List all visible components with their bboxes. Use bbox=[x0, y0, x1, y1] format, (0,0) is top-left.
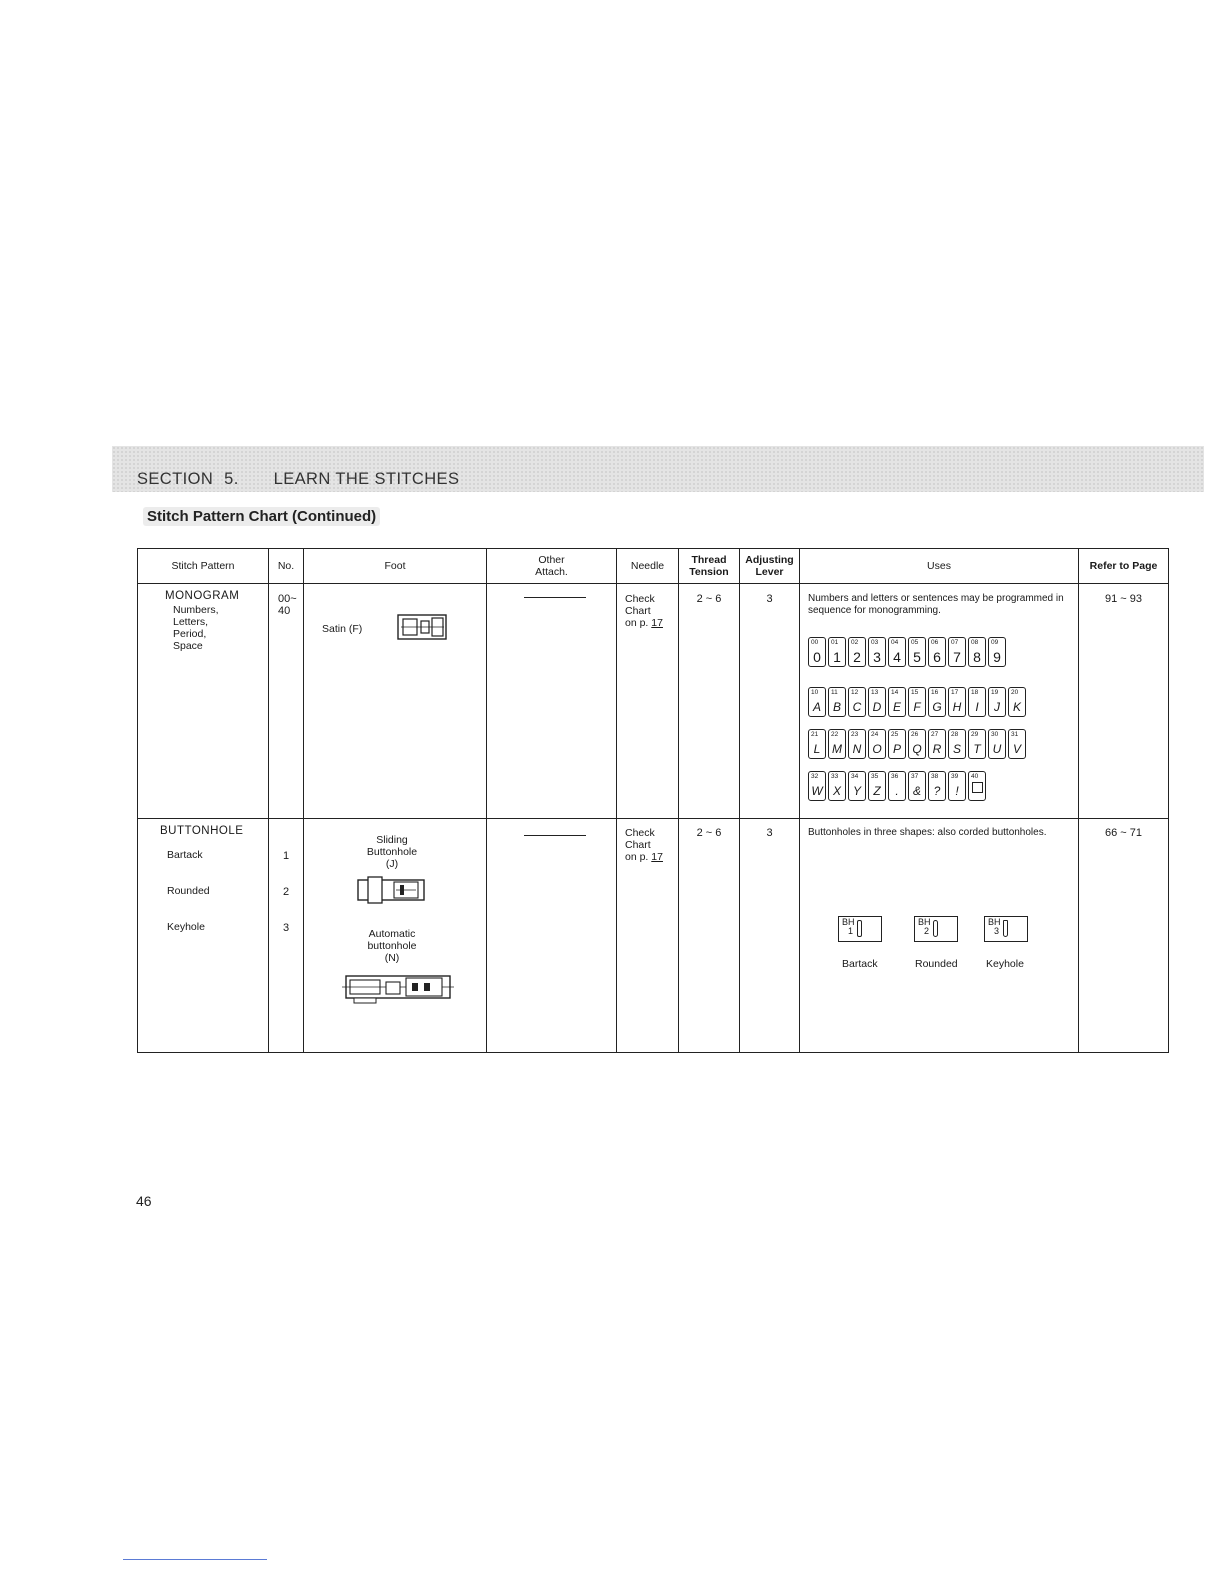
monogram-key-char: X bbox=[832, 784, 841, 798]
needle-text: Check bbox=[625, 827, 655, 839]
monogram-key bbox=[808, 729, 826, 759]
monogram-key bbox=[888, 637, 906, 667]
monogram-key-number: 10 bbox=[811, 689, 819, 696]
monogram-key-number: 37 bbox=[911, 773, 919, 780]
section-title: LEARN THE STITCHES bbox=[273, 470, 460, 488]
monogram-key-number: 36 bbox=[891, 773, 899, 780]
monogram-key bbox=[868, 771, 886, 801]
adjusting-lever-value: 3 bbox=[766, 827, 773, 839]
monogram-key-number: 17 bbox=[951, 689, 959, 696]
monogram-key bbox=[988, 687, 1006, 717]
monogram-key bbox=[968, 729, 986, 759]
bh-number: 3 bbox=[994, 926, 1000, 936]
monogram-key bbox=[808, 687, 826, 717]
monogram-key-number: 39 bbox=[951, 773, 959, 780]
monogram-key-number: 33 bbox=[831, 773, 839, 780]
monogram-key-char: 7 bbox=[953, 649, 961, 665]
bh-label: BH bbox=[988, 917, 1001, 927]
monogram-key-char: 6 bbox=[933, 649, 941, 665]
monogram-title: MONOGRAM bbox=[165, 590, 240, 602]
monogram-key bbox=[988, 637, 1006, 667]
key-row-digits bbox=[808, 637, 1008, 667]
bh-caption: Rounded bbox=[915, 958, 958, 970]
monogram-key bbox=[848, 687, 866, 717]
monogram-key-char: H bbox=[952, 700, 962, 714]
bh-button-1 bbox=[838, 916, 882, 942]
buttonhole-type: Rounded bbox=[167, 885, 210, 897]
monogram-key-number: 16 bbox=[931, 689, 939, 696]
monogram-key bbox=[868, 687, 886, 717]
monogram-key bbox=[928, 729, 946, 759]
monogram-key-number: 14 bbox=[891, 689, 899, 696]
monogram-key bbox=[928, 771, 946, 801]
monogram-key bbox=[968, 687, 986, 717]
col-thread-tension: Thread Tension bbox=[679, 549, 740, 584]
page-number: 46 bbox=[136, 1193, 152, 1209]
monogram-key-char: A bbox=[812, 700, 821, 714]
monogram-key-number: 02 bbox=[851, 639, 859, 646]
monogram-key-number: 08 bbox=[971, 639, 979, 646]
key-row-letters-w-space bbox=[808, 771, 988, 801]
monogram-key-number: 30 bbox=[991, 731, 999, 738]
monogram-key-char: 1 bbox=[833, 649, 841, 665]
table-row-monogram bbox=[138, 584, 1169, 819]
monogram-key-number: 06 bbox=[931, 639, 939, 646]
monogram-key-number: 35 bbox=[871, 773, 879, 780]
monogram-key bbox=[908, 729, 926, 759]
sliding-foot-label: Sliding bbox=[376, 834, 408, 846]
monogram-key-char: 5 bbox=[913, 649, 921, 665]
stitch-pattern-table bbox=[137, 548, 1169, 1053]
monogram-key bbox=[888, 771, 906, 801]
monogram-key-char: M bbox=[832, 742, 842, 756]
monogram-key bbox=[868, 637, 886, 667]
monogram-key bbox=[908, 687, 926, 717]
thread-tension-value: 2 ~ 6 bbox=[696, 593, 722, 605]
monogram-key-char: 8 bbox=[973, 649, 981, 665]
monogram-key-char: V bbox=[1012, 742, 1021, 756]
sliding-foot-label: (J) bbox=[385, 858, 399, 870]
monogram-key-number: 21 bbox=[811, 731, 819, 738]
monogram-key-number: 03 bbox=[871, 639, 879, 646]
bh-button-2 bbox=[914, 916, 958, 942]
other-attach-none bbox=[524, 597, 586, 598]
section-heading bbox=[137, 470, 459, 489]
bh-button-3 bbox=[984, 916, 1028, 942]
monogram-key bbox=[968, 771, 986, 801]
section-label: SECTION bbox=[137, 470, 214, 488]
buttonhole-no: 3 bbox=[283, 922, 290, 934]
monogram-key-number: 18 bbox=[971, 689, 979, 696]
satin-foot-label: Satin (F) bbox=[322, 623, 363, 635]
needle-text: Check bbox=[625, 593, 655, 605]
automatic-foot-label: Automatic bbox=[368, 928, 416, 940]
monogram-key-char: D bbox=[872, 700, 882, 714]
buttonhole-type: Bartack bbox=[167, 849, 203, 861]
monogram-key bbox=[948, 687, 966, 717]
monogram-key-char: F bbox=[913, 700, 921, 714]
buttonhole-title: BUTTONHOLE bbox=[160, 825, 244, 837]
col-other-attach: Other Attach. bbox=[487, 549, 617, 584]
monogram-no: 40 bbox=[278, 605, 291, 617]
monogram-key bbox=[828, 637, 846, 667]
monogram-key bbox=[908, 637, 926, 667]
monogram-sub: Letters, bbox=[173, 616, 209, 628]
thread-tension-value: 2 ~ 6 bbox=[696, 827, 722, 839]
monogram-key-char: W bbox=[811, 784, 823, 798]
needle-text: Chart bbox=[625, 839, 651, 851]
monogram-key-number: 04 bbox=[891, 639, 899, 646]
bh-number: 2 bbox=[924, 926, 930, 936]
monogram-key-char: & bbox=[912, 784, 921, 798]
automatic-foot-label: buttonhole bbox=[367, 940, 417, 952]
monogram-key-char: 3 bbox=[873, 649, 881, 665]
monogram-refer-page: 91 ~ 93 bbox=[1104, 593, 1142, 605]
buttonhole-uses: Buttonholes in three shapes: also corded buttonholes. bbox=[808, 827, 1047, 838]
needle-text: Chart bbox=[625, 605, 651, 617]
sliding-buttonhole-foot-icon bbox=[356, 875, 428, 905]
monogram-key bbox=[988, 729, 1006, 759]
table-row-buttonhole bbox=[138, 819, 1169, 1053]
bh-label: BH bbox=[918, 917, 931, 927]
monogram-sub: Space bbox=[173, 640, 203, 652]
col-foot: Foot bbox=[304, 549, 487, 584]
monogram-key-number: 38 bbox=[931, 773, 939, 780]
needle-page-prefix: on p. bbox=[625, 851, 649, 863]
col-no: No. bbox=[269, 549, 304, 584]
monogram-key bbox=[808, 771, 826, 801]
monogram-key-number: 28 bbox=[951, 731, 959, 738]
monogram-key-number: 19 bbox=[991, 689, 999, 696]
bartack-buttonhole-icon bbox=[857, 920, 862, 937]
monogram-uses: Numbers and letters or sentences may be programmed in sequence for monogramming. bbox=[808, 593, 1064, 616]
monogram-key bbox=[948, 637, 966, 667]
monogram-key-number: 07 bbox=[951, 639, 959, 646]
monogram-key-number: 12 bbox=[851, 689, 859, 696]
monogram-key bbox=[848, 729, 866, 759]
chart-title: Stitch Pattern Chart (Continued) bbox=[143, 507, 380, 526]
keyhole-buttonhole-icon bbox=[1003, 920, 1008, 937]
monogram-key-number: 26 bbox=[911, 731, 919, 738]
bh-number: 1 bbox=[848, 926, 854, 936]
monogram-key-char: 2 bbox=[853, 649, 861, 665]
sliding-foot-label: Buttonhole bbox=[366, 846, 418, 858]
adjusting-lever-value: 3 bbox=[766, 593, 773, 605]
key-row-letters-l-v bbox=[808, 729, 1028, 759]
monogram-key-char: . bbox=[895, 784, 899, 798]
space-box-icon bbox=[972, 782, 983, 793]
monogram-key-number: 25 bbox=[891, 731, 899, 738]
monogram-key-char: O bbox=[872, 742, 882, 756]
monogram-key-number: 22 bbox=[831, 731, 839, 738]
monogram-key-number: 32 bbox=[811, 773, 819, 780]
footer-rule bbox=[123, 1559, 267, 1560]
monogram-no: 00~ bbox=[278, 593, 297, 605]
monogram-key-char: Y bbox=[852, 784, 861, 798]
needle-page-link: 17 bbox=[651, 851, 663, 863]
monogram-key bbox=[828, 687, 846, 717]
monogram-key-char: Z bbox=[873, 784, 881, 798]
monogram-key-number: 20 bbox=[1011, 689, 1019, 696]
monogram-key-char: B bbox=[832, 700, 841, 714]
monogram-key bbox=[868, 729, 886, 759]
monogram-key-number: 11 bbox=[831, 689, 838, 696]
monogram-key-number: 09 bbox=[991, 639, 999, 646]
monogram-key-char: E bbox=[892, 700, 901, 714]
monogram-key bbox=[888, 729, 906, 759]
monogram-key-number: 24 bbox=[871, 731, 879, 738]
automatic-foot-label: (N) bbox=[384, 952, 400, 964]
monogram-key bbox=[908, 771, 926, 801]
bh-caption: Keyhole bbox=[986, 958, 1024, 970]
col-uses: Uses bbox=[800, 549, 1079, 584]
monogram-key-char: N bbox=[852, 742, 862, 756]
col-needle: Needle bbox=[617, 549, 679, 584]
satin-foot-icon bbox=[397, 614, 449, 642]
monogram-key-number: 00 bbox=[811, 639, 819, 646]
buttonhole-no: 1 bbox=[283, 850, 290, 862]
section-number: 5. bbox=[224, 470, 239, 488]
monogram-key bbox=[1008, 687, 1026, 717]
monogram-key-char: 9 bbox=[993, 649, 1001, 665]
monogram-key bbox=[848, 771, 866, 801]
monogram-key-number: 31 bbox=[1011, 731, 1019, 738]
monogram-key-number: 40 bbox=[971, 773, 979, 780]
monogram-key bbox=[968, 637, 986, 667]
monogram-key bbox=[948, 771, 966, 801]
automatic-buttonhole-foot-icon bbox=[340, 971, 456, 1005]
monogram-sub: Numbers, bbox=[173, 604, 219, 616]
needle-page-link: 17 bbox=[651, 617, 663, 629]
monogram-key-char: G bbox=[932, 700, 942, 714]
monogram-key bbox=[888, 687, 906, 717]
monogram-key-char: T bbox=[973, 742, 981, 756]
monogram-key-char: ? bbox=[933, 784, 941, 798]
bh-label: BH bbox=[842, 917, 855, 927]
monogram-key-number: 23 bbox=[851, 731, 859, 738]
col-stitch-pattern: Stitch Pattern bbox=[138, 549, 269, 584]
monogram-key-char: S bbox=[952, 742, 961, 756]
monogram-key-char: K bbox=[1012, 700, 1021, 714]
buttonhole-type: Keyhole bbox=[167, 921, 205, 933]
buttonhole-no: 2 bbox=[283, 886, 290, 898]
monogram-key bbox=[828, 729, 846, 759]
needle-text bbox=[625, 617, 663, 629]
key-row-letters-a-k bbox=[808, 687, 1028, 717]
monogram-key-number: 15 bbox=[911, 689, 919, 696]
monogram-key-number: 34 bbox=[851, 773, 859, 780]
monogram-key-char: J bbox=[994, 700, 1000, 714]
col-adjusting-lever: Adjusting Lever bbox=[740, 549, 800, 584]
monogram-key bbox=[828, 771, 846, 801]
monogram-sub: Period, bbox=[173, 628, 207, 640]
monogram-key-number: 05 bbox=[911, 639, 919, 646]
monogram-key bbox=[808, 637, 826, 667]
monogram-key-char: 0 bbox=[813, 649, 821, 665]
monogram-key-char bbox=[969, 782, 985, 799]
rounded-buttonhole-icon bbox=[933, 920, 938, 937]
monogram-key-number: 27 bbox=[931, 731, 939, 738]
monogram-key-char: I bbox=[975, 700, 979, 714]
table-header-row bbox=[138, 549, 1169, 584]
monogram-key bbox=[948, 729, 966, 759]
monogram-key-char: L bbox=[813, 742, 821, 756]
monogram-key-char: C bbox=[852, 700, 862, 714]
monogram-key-number: 01 bbox=[831, 639, 839, 646]
monogram-key-char: P bbox=[892, 742, 901, 756]
bh-caption: Bartack bbox=[842, 958, 878, 970]
monogram-key-char: 4 bbox=[893, 649, 901, 665]
monogram-key-char: U bbox=[992, 742, 1002, 756]
monogram-key bbox=[928, 687, 946, 717]
needle-page-prefix: on p. bbox=[625, 617, 649, 629]
buttonhole-refer-page: 66 ~ 71 bbox=[1104, 827, 1142, 839]
monogram-key-char: Q bbox=[912, 742, 922, 756]
monogram-key-char: R bbox=[932, 742, 942, 756]
needle-text bbox=[625, 851, 663, 863]
monogram-key bbox=[848, 637, 866, 667]
monogram-key-char: ! bbox=[955, 784, 959, 798]
monogram-key bbox=[1008, 729, 1026, 759]
monogram-key-number: 13 bbox=[871, 689, 879, 696]
monogram-key bbox=[928, 637, 946, 667]
monogram-key-number: 29 bbox=[971, 731, 979, 738]
other-attach-none bbox=[524, 835, 586, 836]
col-refer-to-page: Refer to Page bbox=[1079, 549, 1169, 584]
